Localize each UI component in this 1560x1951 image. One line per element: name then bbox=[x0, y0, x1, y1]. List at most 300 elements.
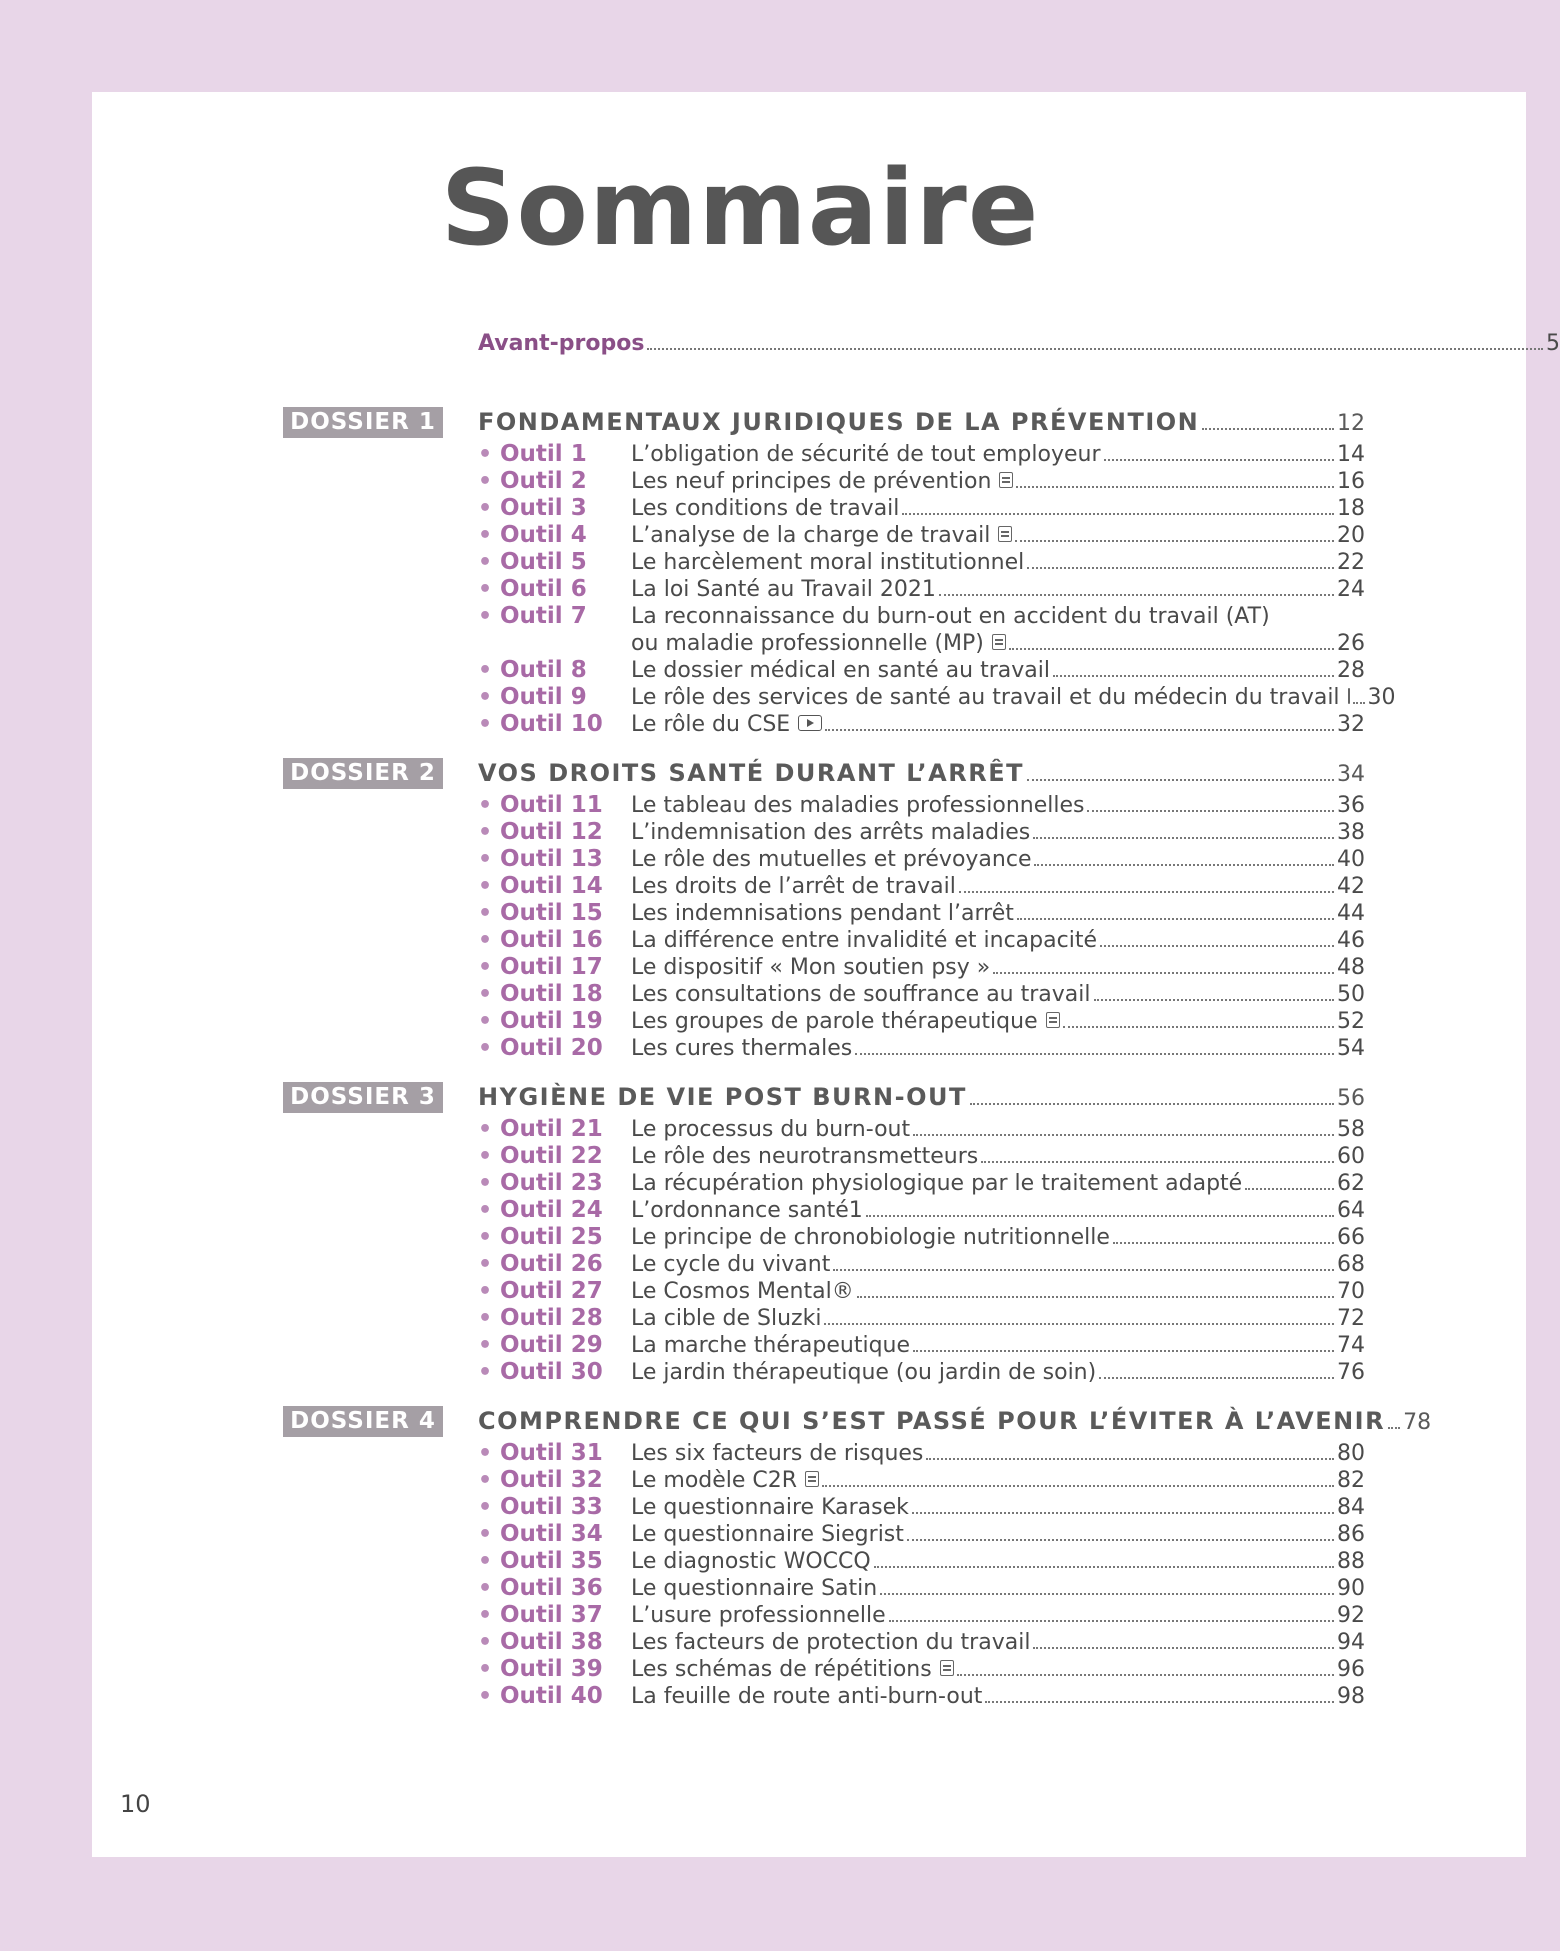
bullet-icon: • bbox=[478, 1549, 493, 1574]
tool-description-text: Le jardin thérapeutique (ou jardin de soin) bbox=[631, 1360, 1097, 1385]
tool-description bbox=[631, 1251, 1365, 1278]
tool-description bbox=[631, 1008, 1365, 1035]
tool-name: Outil 10 bbox=[500, 711, 603, 737]
tool-entry[interactable] bbox=[478, 1359, 1365, 1386]
tool-name: Outil 29 bbox=[500, 1332, 603, 1358]
tool-entry[interactable] bbox=[478, 1251, 1365, 1278]
tool-entry[interactable] bbox=[478, 1683, 1365, 1710]
tool-name: Outil 3 bbox=[500, 495, 587, 521]
tool-description bbox=[631, 1467, 1365, 1494]
tool-description-row bbox=[631, 549, 1365, 576]
leader-dots bbox=[647, 348, 1543, 350]
tool-name: Outil 38 bbox=[500, 1629, 603, 1655]
dossier-label: DOSSIER 3 bbox=[283, 1082, 443, 1113]
tool-description bbox=[631, 684, 1396, 711]
bullet-icon: • bbox=[478, 496, 493, 521]
tool-entry[interactable] bbox=[478, 1143, 1365, 1170]
leader-dots bbox=[913, 1134, 1334, 1136]
bullet-icon: • bbox=[478, 1468, 493, 1493]
tool-description-text: L’usure professionnelle bbox=[631, 1603, 886, 1628]
tool-page: 24 bbox=[1337, 577, 1365, 602]
tool-page: 36 bbox=[1337, 793, 1365, 818]
tool-entry[interactable] bbox=[478, 684, 1396, 711]
tool-description-text: Les cures thermales bbox=[631, 1036, 853, 1061]
tool-name: Outil 27 bbox=[500, 1278, 603, 1304]
leader-dots bbox=[902, 513, 1334, 515]
tool-page: 76 bbox=[1337, 1360, 1365, 1385]
tool-page: 14 bbox=[1337, 442, 1365, 467]
dossier-section bbox=[283, 1078, 1365, 1386]
tool-entry[interactable] bbox=[478, 1332, 1365, 1359]
tool-description-text: ou maladie professionnelle (MP) bbox=[631, 631, 984, 656]
tool-description-text: L’obligation de sécurité de tout employeur bbox=[631, 442, 1101, 467]
tool-description-row bbox=[631, 954, 1365, 981]
leader-dots bbox=[857, 1296, 1334, 1298]
tool-name: Outil 35 bbox=[500, 1548, 603, 1574]
tool-entry[interactable] bbox=[478, 1575, 1365, 1602]
tool-entry[interactable] bbox=[478, 549, 1365, 576]
leader-dots bbox=[1009, 648, 1334, 650]
tool-entry[interactable] bbox=[478, 1494, 1365, 1521]
leader-dots bbox=[1027, 779, 1334, 781]
tool-page: 88 bbox=[1337, 1549, 1365, 1574]
tool-page: 68 bbox=[1337, 1252, 1365, 1277]
dossier-title-row bbox=[478, 759, 1365, 787]
tool-name: Outil 24 bbox=[500, 1197, 603, 1223]
tool-entry[interactable] bbox=[478, 873, 1365, 900]
bullet-icon: • bbox=[478, 1603, 493, 1628]
dossier-title-row bbox=[478, 408, 1365, 436]
tool-entry[interactable] bbox=[478, 1548, 1365, 1575]
tool-description-text: Le rôle des services de santé au travail et du médecin du travail bbox=[631, 685, 1340, 710]
tool-name: Outil 6 bbox=[500, 576, 587, 602]
tool-entry[interactable] bbox=[478, 495, 1365, 522]
bullet-icon: • bbox=[478, 1144, 493, 1169]
tool-entry[interactable] bbox=[478, 927, 1365, 954]
bullet-icon: • bbox=[478, 1198, 493, 1223]
tool-description bbox=[631, 1035, 1365, 1062]
tool-description bbox=[631, 1548, 1365, 1575]
tool-entry[interactable] bbox=[478, 1278, 1365, 1305]
leader-dots bbox=[981, 1161, 1334, 1163]
bullet-icon: • bbox=[478, 1252, 493, 1277]
tool-page: 64 bbox=[1337, 1198, 1365, 1223]
tool-description-row bbox=[631, 576, 1365, 603]
tool-page: 20 bbox=[1337, 523, 1365, 548]
tool-name: Outil 8 bbox=[500, 657, 587, 683]
bullet-icon: • bbox=[478, 793, 493, 818]
leader-dots bbox=[866, 1215, 1334, 1217]
dossier-page: 56 bbox=[1337, 1086, 1365, 1111]
tool-entry[interactable] bbox=[478, 1008, 1365, 1035]
table-of-contents bbox=[283, 327, 1560, 1726]
tool-name: Outil 20 bbox=[500, 1035, 603, 1061]
tool-name: Outil 7 bbox=[500, 603, 587, 629]
tool-entry[interactable] bbox=[478, 1629, 1365, 1656]
dossier-header[interactable] bbox=[283, 754, 1365, 792]
tool-description-text: Le diagnostic WOCCQ bbox=[631, 1549, 871, 1574]
tool-page: 54 bbox=[1337, 1036, 1365, 1061]
bullet-icon: • bbox=[478, 1630, 493, 1655]
dossier-title: HYGIÈNE DE VIE POST BURN-OUT bbox=[478, 1083, 967, 1111]
tool-description bbox=[631, 657, 1365, 684]
tool-description bbox=[631, 1170, 1365, 1197]
tool-name: Outil 1 bbox=[500, 441, 587, 467]
tool-description bbox=[631, 873, 1365, 900]
document-icon bbox=[998, 526, 1012, 542]
avant-propos-page: 5 bbox=[1546, 331, 1560, 356]
tool-description-row bbox=[631, 1494, 1365, 1521]
bullet-icon: • bbox=[478, 469, 493, 494]
tool-description-row bbox=[631, 441, 1365, 468]
tool-description bbox=[631, 522, 1365, 549]
tool-page: 44 bbox=[1337, 901, 1365, 926]
tool-name: Outil 2 bbox=[500, 468, 587, 494]
tool-description-text: Les droits de l’arrêt de travail bbox=[631, 874, 956, 899]
dossier-section bbox=[283, 403, 1396, 738]
tool-description-row bbox=[631, 522, 1365, 549]
tool-name: Outil 15 bbox=[500, 900, 603, 926]
leader-dots bbox=[833, 1269, 1334, 1271]
tool-description bbox=[631, 819, 1365, 846]
tool-name: Outil 11 bbox=[500, 792, 603, 818]
bullet-icon: • bbox=[478, 1657, 493, 1682]
tool-name: Outil 32 bbox=[500, 1467, 603, 1493]
tool-entry[interactable] bbox=[478, 603, 1365, 657]
dossier-title: FONDAMENTAUX JURIDIQUES DE LA PRÉVENTION bbox=[478, 408, 1200, 436]
tool-description bbox=[631, 1602, 1365, 1629]
tool-name: Outil 40 bbox=[500, 1683, 603, 1709]
tool-page: 50 bbox=[1337, 982, 1365, 1007]
leader-dots bbox=[1017, 918, 1334, 920]
leader-dots bbox=[959, 891, 1334, 893]
dossier-list bbox=[283, 403, 1432, 1710]
tool-description-text: Les schémas de répétitions bbox=[631, 1657, 932, 1682]
bullet-icon: • bbox=[478, 550, 493, 575]
tool-entry[interactable] bbox=[478, 576, 1365, 603]
tool-description-text: Le tableau des maladies professionnelles bbox=[631, 793, 1085, 818]
bullet-icon: • bbox=[478, 1684, 493, 1709]
tool-page: 90 bbox=[1337, 1576, 1365, 1601]
leader-dots bbox=[993, 972, 1334, 974]
tool-description-row bbox=[631, 1602, 1365, 1629]
tool-description-text: Les six facteurs de risques bbox=[631, 1441, 924, 1466]
tool-description-text: Les conditions de travail bbox=[631, 496, 900, 521]
document-icon bbox=[1046, 1012, 1060, 1028]
document-icon bbox=[992, 634, 1006, 650]
tool-page: 30 bbox=[1367, 685, 1396, 710]
tool-description-row bbox=[631, 1548, 1365, 1575]
bullet-icon: • bbox=[478, 1009, 493, 1034]
tool-description-row bbox=[631, 981, 1365, 1008]
tool-description-text: Le rôle des neurotransmetteurs bbox=[631, 1144, 979, 1169]
dossier-header[interactable] bbox=[283, 1402, 1432, 1440]
document-icon bbox=[940, 1660, 954, 1676]
tool-entry[interactable] bbox=[478, 846, 1365, 873]
tool-page: 94 bbox=[1337, 1630, 1365, 1655]
tool-description-row bbox=[631, 1143, 1365, 1170]
tool-page: 22 bbox=[1337, 550, 1365, 575]
tool-page: 70 bbox=[1337, 1279, 1365, 1304]
bullet-icon: • bbox=[478, 1117, 493, 1142]
leader-dots bbox=[855, 1053, 1334, 1055]
tool-page: 28 bbox=[1337, 658, 1365, 683]
tool-entry[interactable] bbox=[478, 792, 1365, 819]
tool-page: 16 bbox=[1337, 469, 1365, 494]
tool-description-text: Les indemnisations pendant l’arrêt bbox=[631, 901, 1014, 926]
tool-description-row bbox=[631, 1575, 1365, 1602]
toc-entry-avant-propos[interactable] bbox=[478, 327, 1560, 361]
tool-description-text: Le processus du burn-out bbox=[631, 1117, 911, 1142]
leader-dots bbox=[1053, 675, 1334, 677]
tool-description-row bbox=[631, 1656, 1365, 1683]
tool-description-text: Le questionnaire Siegrist bbox=[631, 1522, 904, 1547]
dossier-header[interactable] bbox=[283, 403, 1365, 441]
tool-name: Outil 31 bbox=[500, 1440, 603, 1466]
tool-description bbox=[631, 1494, 1365, 1521]
tool-description-row bbox=[631, 792, 1365, 819]
tool-name: Outil 19 bbox=[500, 1008, 603, 1034]
tool-entry[interactable] bbox=[478, 981, 1365, 1008]
tool-description-row bbox=[631, 1467, 1365, 1494]
dossier-page: 34 bbox=[1337, 762, 1365, 787]
bullet-icon: • bbox=[478, 820, 493, 845]
tool-page: 42 bbox=[1337, 874, 1365, 899]
tool-description-text: L’indemnisation des arrêts maladies bbox=[631, 820, 1031, 845]
tool-entry[interactable] bbox=[478, 1440, 1365, 1467]
tool-page: 32 bbox=[1337, 712, 1365, 737]
tool-page: 26 bbox=[1337, 631, 1365, 656]
tool-entry[interactable] bbox=[478, 1521, 1365, 1548]
tool-description-text: Le dossier médical en santé au travail bbox=[631, 658, 1050, 683]
dossier-header[interactable] bbox=[283, 1078, 1365, 1116]
tool-name: Outil 37 bbox=[500, 1602, 603, 1628]
tool-name: Outil 5 bbox=[500, 549, 587, 575]
leader-dots bbox=[1094, 999, 1335, 1001]
tool-description bbox=[631, 468, 1365, 495]
tool-description-row bbox=[631, 1629, 1365, 1656]
tool-description-text: L’ordonnance santé1 bbox=[631, 1198, 863, 1223]
leader-dots bbox=[907, 1539, 1334, 1541]
tool-entry[interactable] bbox=[478, 1224, 1365, 1251]
tool-description bbox=[631, 1629, 1365, 1656]
tool-description-text: Les facteurs de protection du travail bbox=[631, 1630, 1031, 1655]
tool-page: 98 bbox=[1337, 1684, 1365, 1709]
tool-description-text: La différence entre invalidité et incapacité bbox=[631, 928, 1097, 953]
tool-description-row bbox=[631, 1683, 1365, 1710]
document-icon bbox=[999, 472, 1013, 488]
leader-dots bbox=[880, 1593, 1334, 1595]
tool-entry[interactable] bbox=[478, 468, 1365, 495]
tool-description-row bbox=[631, 1305, 1365, 1332]
tool-description bbox=[631, 711, 1365, 738]
bullet-icon: • bbox=[478, 901, 493, 926]
leader-dots bbox=[1015, 540, 1334, 542]
tool-description bbox=[631, 1575, 1365, 1602]
tool-page: 40 bbox=[1337, 847, 1365, 872]
tool-entry[interactable] bbox=[478, 819, 1365, 846]
tool-entry[interactable] bbox=[478, 1197, 1365, 1224]
tool-description-row bbox=[631, 495, 1365, 522]
dossier-title-row bbox=[478, 1407, 1431, 1435]
dossier-title: VOS DROITS SANTÉ DURANT L’ARRÊT bbox=[478, 759, 1024, 787]
tool-entry[interactable] bbox=[478, 711, 1365, 738]
tool-description bbox=[631, 981, 1365, 1008]
leader-dots bbox=[1113, 1242, 1334, 1244]
tool-entry[interactable] bbox=[478, 1116, 1365, 1143]
tool-description-row bbox=[631, 819, 1365, 846]
bullet-icon: • bbox=[478, 1171, 493, 1196]
tool-description bbox=[631, 1683, 1365, 1710]
tool-description-text: Le questionnaire Satin bbox=[631, 1576, 878, 1601]
bullet-icon: • bbox=[478, 1225, 493, 1250]
tool-description-text: La cible de Sluzki bbox=[631, 1306, 822, 1331]
tool-name: Outil 39 bbox=[500, 1656, 603, 1682]
tool-description-text: Les consultations de souffrance au travail bbox=[631, 982, 1091, 1007]
tool-description-row bbox=[631, 1197, 1365, 1224]
dossier-page: 78 bbox=[1403, 1410, 1432, 1435]
tool-entry[interactable] bbox=[478, 1035, 1365, 1062]
tool-description bbox=[631, 1656, 1365, 1683]
tool-description bbox=[631, 1305, 1365, 1332]
tool-page: 60 bbox=[1337, 1144, 1365, 1169]
tool-description-row bbox=[631, 1521, 1365, 1548]
tool-description bbox=[631, 1521, 1365, 1548]
leader-dots bbox=[822, 1485, 1334, 1487]
tool-description-text: Le cycle du vivant bbox=[631, 1252, 831, 1277]
tool-description-text: La feuille de route anti-burn-out bbox=[631, 1684, 983, 1709]
dossier-label: DOSSIER 4 bbox=[283, 1406, 443, 1437]
bullet-icon: • bbox=[478, 1360, 493, 1385]
tool-name: Outil 18 bbox=[500, 981, 603, 1007]
tool-description bbox=[631, 1224, 1365, 1251]
tool-page: 92 bbox=[1337, 1603, 1365, 1628]
tool-description-text: La récupération physiologique par le traitement adapté bbox=[631, 1171, 1243, 1196]
tool-page: 74 bbox=[1337, 1333, 1365, 1358]
leader-dots bbox=[1353, 702, 1365, 704]
tool-description-text: La loi Santé au Travail 2021 bbox=[631, 577, 936, 602]
dossier-section bbox=[283, 1402, 1432, 1710]
tool-page: 82 bbox=[1337, 1468, 1365, 1493]
tool-entry[interactable] bbox=[478, 441, 1365, 468]
tool-entry[interactable] bbox=[478, 900, 1365, 927]
leader-dots bbox=[889, 1620, 1334, 1622]
tool-entry[interactable] bbox=[478, 1656, 1365, 1683]
bullet-icon: • bbox=[478, 955, 493, 980]
tool-description-row bbox=[631, 468, 1365, 495]
dossier-section bbox=[283, 754, 1365, 1062]
leader-dots bbox=[1033, 837, 1334, 839]
bullet-icon: • bbox=[478, 847, 493, 872]
tool-description bbox=[631, 1278, 1365, 1305]
tool-description-text: Le questionnaire Karasek bbox=[631, 1495, 909, 1520]
tool-name: Outil 30 bbox=[500, 1359, 603, 1385]
tool-description-row bbox=[631, 684, 1396, 711]
tool-name: Outil 14 bbox=[500, 873, 603, 899]
tool-page: 38 bbox=[1337, 820, 1365, 845]
tool-page: 48 bbox=[1337, 955, 1365, 980]
tool-description bbox=[631, 1359, 1365, 1386]
avant-propos-label: Avant-propos bbox=[478, 331, 645, 356]
tool-description bbox=[631, 792, 1365, 819]
leader-dots bbox=[1087, 810, 1334, 812]
leader-dots bbox=[1016, 486, 1334, 488]
bullet-icon: • bbox=[478, 928, 493, 953]
tool-description-row bbox=[631, 711, 1365, 738]
tool-page: 46 bbox=[1337, 928, 1365, 953]
bullet-icon: • bbox=[478, 685, 493, 710]
tool-entry[interactable] bbox=[478, 1305, 1365, 1332]
tool-description-text: La marche thérapeutique bbox=[631, 1333, 911, 1358]
tool-description-row bbox=[631, 1008, 1365, 1035]
bullet-icon: • bbox=[478, 1522, 493, 1547]
tool-description bbox=[631, 576, 1365, 603]
leader-dots bbox=[926, 1458, 1334, 1460]
bullet-icon: • bbox=[478, 1333, 493, 1358]
tool-page: 58 bbox=[1337, 1117, 1365, 1142]
tool-page: 52 bbox=[1337, 1009, 1365, 1034]
bullet-icon: • bbox=[478, 1495, 493, 1520]
leader-dots bbox=[824, 1323, 1334, 1325]
tool-name: Outil 33 bbox=[500, 1494, 603, 1520]
tool-entry[interactable] bbox=[478, 657, 1365, 684]
tool-description-text: Le rôle des mutuelles et prévoyance bbox=[631, 847, 1032, 872]
tool-name: Outil 21 bbox=[500, 1116, 603, 1142]
tool-name: Outil 17 bbox=[500, 954, 603, 980]
bullet-icon: • bbox=[478, 577, 493, 602]
tool-entry[interactable] bbox=[478, 954, 1365, 981]
tool-description-text: Le dispositif « Mon soutien psy » bbox=[631, 955, 991, 980]
leader-dots bbox=[1100, 945, 1334, 947]
tool-page: 18 bbox=[1337, 496, 1365, 521]
tool-description-row bbox=[631, 1251, 1365, 1278]
tool-description bbox=[631, 1143, 1365, 1170]
tool-entry[interactable] bbox=[478, 1467, 1365, 1494]
leader-dots bbox=[1202, 428, 1334, 430]
tool-name: Outil 25 bbox=[500, 1224, 603, 1250]
tool-description-text: Le principe de chronobiologie nutritionnelle bbox=[631, 1225, 1110, 1250]
document-icon bbox=[1348, 688, 1350, 704]
tool-description bbox=[631, 900, 1365, 927]
tool-description-line1: La reconnaissance du burn-out en accident du travail (AT) bbox=[631, 604, 1270, 629]
page-title: Sommaire bbox=[440, 147, 1040, 269]
tool-entry[interactable] bbox=[478, 1170, 1365, 1197]
bullet-icon: • bbox=[478, 1576, 493, 1601]
bullet-icon: • bbox=[478, 523, 493, 548]
leader-dots bbox=[1245, 1188, 1334, 1190]
tool-description-text: Les groupes de parole thérapeutique bbox=[631, 1009, 1038, 1034]
tool-entry[interactable] bbox=[478, 1602, 1365, 1629]
tool-description-row bbox=[631, 1035, 1365, 1062]
tool-page: 80 bbox=[1337, 1441, 1365, 1466]
document-icon bbox=[805, 1471, 819, 1487]
leader-dots bbox=[874, 1566, 1334, 1568]
tool-description-row bbox=[631, 630, 1365, 657]
leader-dots bbox=[1034, 864, 1334, 866]
tool-description-row bbox=[631, 1332, 1365, 1359]
tool-description-text: Les neuf principes de prévention bbox=[631, 469, 992, 494]
dossier-title-row bbox=[478, 1083, 1365, 1111]
tool-entry[interactable] bbox=[478, 522, 1365, 549]
tool-description bbox=[631, 1440, 1365, 1467]
tool-description bbox=[631, 954, 1365, 981]
tool-name: Outil 26 bbox=[500, 1251, 603, 1277]
bullet-icon: • bbox=[478, 1036, 493, 1061]
tool-description bbox=[631, 1332, 1365, 1359]
tool-name: Outil 4 bbox=[500, 522, 587, 548]
tool-description-row bbox=[631, 1170, 1365, 1197]
bullet-icon: • bbox=[478, 1306, 493, 1331]
